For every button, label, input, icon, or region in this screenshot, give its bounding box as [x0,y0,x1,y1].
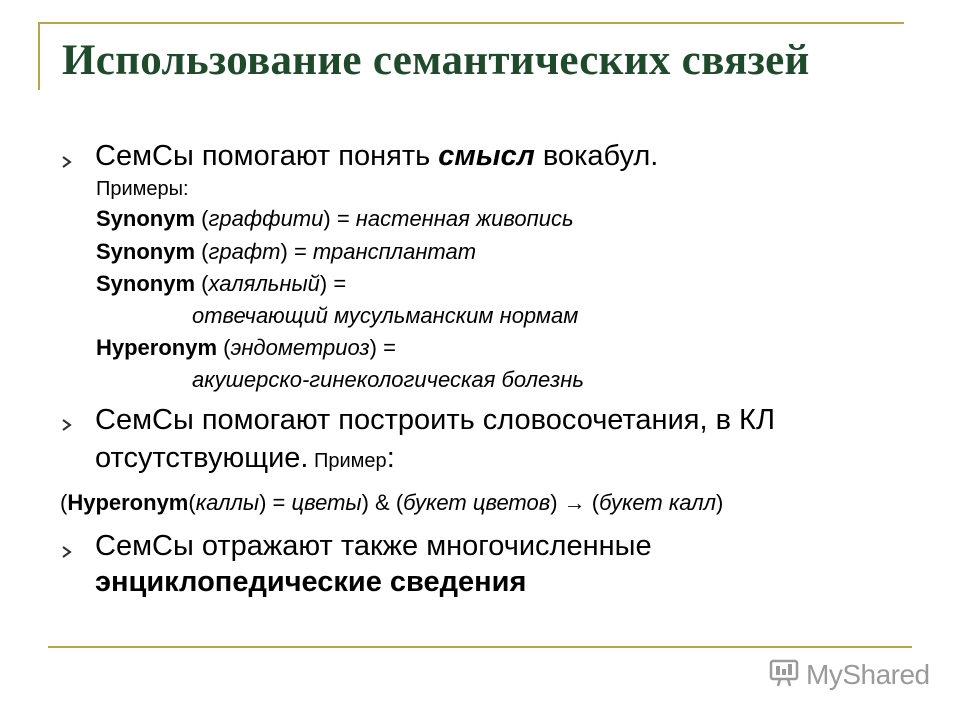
example-1-term: граффити [208,206,324,231]
example-1-definition: настенная живопись [355,206,574,231]
bullet-1-emphasis: смысл [438,140,535,172]
frame-top-rule [38,22,904,24]
bullet-arrow-icon [60,418,74,432]
myshared-logo-icon [768,658,800,693]
example-3-open: ( [195,271,209,296]
example-3-term: халяльный [208,271,320,296]
formula-arrow: ) → ( [550,490,600,515]
frame-left-rule [38,22,40,90]
example-1-open: ( [195,206,209,231]
formula-and: ) & ( [361,490,404,515]
example-4-open: ( [217,335,231,360]
bullet-1-suffix: вокабул. [534,140,659,172]
slide-title: Использование семантических связей [62,37,810,84]
example-3-relation: Synonym [96,271,196,296]
example-line-2 [96,239,476,265]
examples-label: Примеры: [96,178,189,200]
example-2-open: ( [195,239,209,264]
bullet-2-example-label: Пример [308,450,387,472]
watermark-text: MyShared [806,659,930,690]
example-2-term: графт [208,239,281,264]
example-2-equals: ) = [280,239,313,264]
formula-paren-1: ( [60,490,68,515]
frame-bottom-rule [48,646,912,648]
watermark-logo [768,658,930,692]
example-line-4 [96,335,396,361]
example-1-equals: ) = [323,206,356,231]
bullet-2-colon: : [386,442,395,474]
example-4-definition: акушерско-гинекологическая болезнь [192,367,584,392]
example-4-relation: Hyperonym [96,335,218,360]
example-4-equals: ) = [369,335,396,360]
bullet-2-line-2-text: отсутствующие. [95,442,309,474]
bullet-2-line-2 [95,442,395,475]
formula-result: цветы [291,490,362,515]
bullet-arrow-icon [60,545,74,559]
bullet-2-line-1: СемСы помогают построить словосочетания, в КЛ [95,404,775,436]
example-3-definition: отвечающий мусульманским нормам [192,303,579,328]
bullet-arrow-icon [60,155,74,169]
formula-relation: Hyperonym [67,490,189,515]
formula-paren-close: ) [716,490,724,515]
example-2-relation: Synonym [96,239,196,264]
formula-paren-2: ( [188,490,196,515]
formula-term: каллы [195,490,260,515]
formula-derived-phrase: букет калл [599,490,717,515]
example-1-relation: Synonym [96,206,196,231]
bullet-1-text [95,140,658,173]
bullet-3-line-2: энциклопедические сведения [95,566,527,598]
bullet-1-prefix: СемСы помогают понять [95,140,439,172]
example-4-term: эндометриоз [230,335,370,360]
example-2-definition: трансплантат [312,239,477,264]
formula-equals: ) = [259,490,292,515]
example-line-1 [96,206,574,232]
formula-line [60,490,723,516]
example-line-3 [96,271,346,297]
formula-phrase: букет цветов [403,490,551,515]
bullet-3-line-1: СемСы отражают также многочисленные [95,530,652,562]
example-3-equals: ) = [319,271,347,296]
